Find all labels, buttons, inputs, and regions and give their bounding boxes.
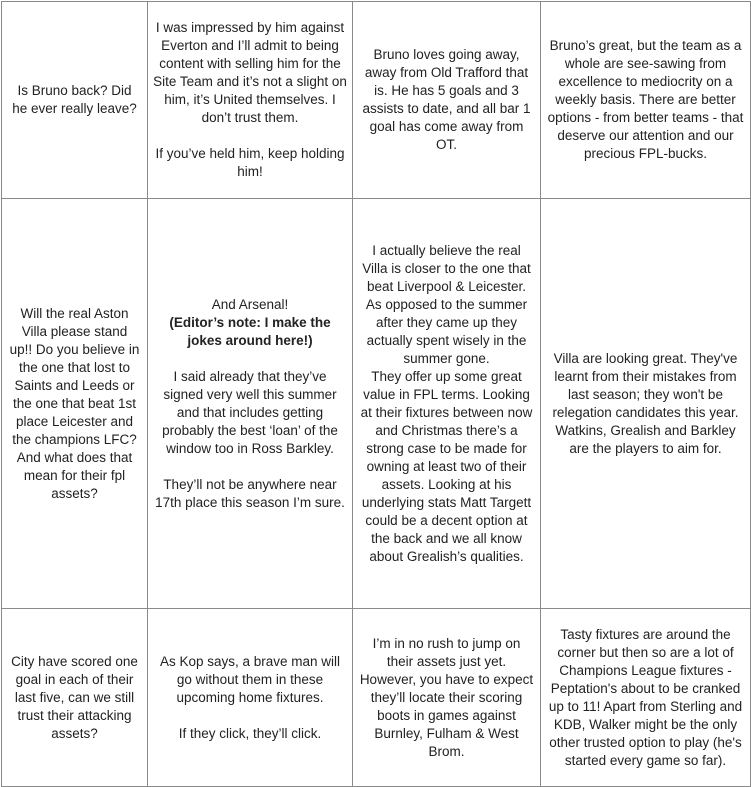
- qa-table: [1, 1, 751, 787]
- table-row: [2, 199, 751, 609]
- question-text: Will the real Aston Villa please stand up!! Do you believe in the one that lost to Saints and Leeds or the one that beat 1st place Leicester and the champions LFC? And what does that mean for their fpl assets?: [9, 305, 140, 501]
- question-cell: [2, 199, 148, 609]
- answer-paragraph: They offer up some great value in FPL terms. Looking at their fixtures between now and Christmas there’s a strong case to be made for owning at least two of their assets. Looking at his underlying stats Matt Targett could be a decent option at the back and we all know about Grealish’s qualities.: [360, 368, 533, 564]
- answer-cell: [353, 609, 541, 787]
- answer-paragraph: If you’ve held him, keep holding him!: [155, 146, 345, 179]
- answer-cell: [148, 2, 353, 199]
- question-cell: [2, 609, 148, 787]
- answer-paragraph: As opposed to the summer after they came up they actually spent wisely in the summer gone.: [365, 296, 528, 366]
- answer-cell: [353, 199, 541, 609]
- answer-cell: [541, 199, 751, 609]
- question-text: City have scored one goal in each of their last five, can we still trust their attacking assets?: [11, 653, 138, 741]
- answer-paragraph: They’ll not be anywhere near 17th place this season I’m sure.: [155, 476, 345, 510]
- answer-cell: [541, 2, 751, 199]
- answer-paragraph: I actually believe the real Villa is closer to the one that beat Liverpool & Leicester.: [362, 242, 531, 294]
- answer-paragraph: Bruno’s great, but the team as a whole are see-sawing from excellence to mediocrity on a weekly basis. There are better options - from better teams - that deserve our attention and our precious FPL-bucks.: [547, 38, 744, 161]
- table-row: [2, 2, 751, 199]
- answer-paragraph: If they click, they’ll click.: [178, 725, 322, 741]
- answer-paragraph: I said already that they’ve signed very well this summer and that includes getting probably the best ‘loan’ of the window too in Ross Barkley.: [162, 368, 338, 456]
- table-row: [2, 609, 751, 787]
- answer-paragraph: Bruno loves going away, away from Old Trafford that is. He has 5 goals and 3 assists to date, and all bar 1 goal has come away from OT.: [362, 47, 531, 152]
- answer-cell: [353, 2, 541, 199]
- answer-paragraph: Tasty fixtures are around the corner but then so are a lot of Champions League fixtures - Peptation's about to be cranked up to 11! Apart from Sterling and KDB, Walker might be the only other trusted option to play (he's started every game so far).: [548, 626, 743, 768]
- answer-paragraph: I’m in no rush to jump on their assets just yet. However, you have to expect they’ll locate their scoring boots in games against Burnley, Fulham & West Brom.: [359, 635, 534, 759]
- answer-cell: [148, 609, 353, 787]
- question-text: Is Bruno back? Did he ever really leave?: [12, 83, 137, 116]
- question-cell: [2, 2, 148, 199]
- answer-paragraph: And Arsenal!: [211, 296, 289, 312]
- answer-cell: [148, 199, 353, 609]
- answer-paragraph: Villa are looking great. They've learnt from their mistakes from last season; they won't be relegation candidates this year. Watkins, Grealish and Barkley are the players to aim for.: [552, 350, 739, 456]
- answer-paragraph: As Kop says, a brave man will go without them in these upcoming home fixtures.: [159, 653, 341, 705]
- editor-note: (Editor’s note: I make the jokes around here!): [169, 314, 331, 348]
- answer-paragraph: I was impressed by him against Everton and I’ll admit to being content with selling him for the Site Team and it’s not a slight on him, it’s United themselves. I don’t trust them.: [153, 20, 347, 125]
- answer-cell: [541, 609, 751, 787]
